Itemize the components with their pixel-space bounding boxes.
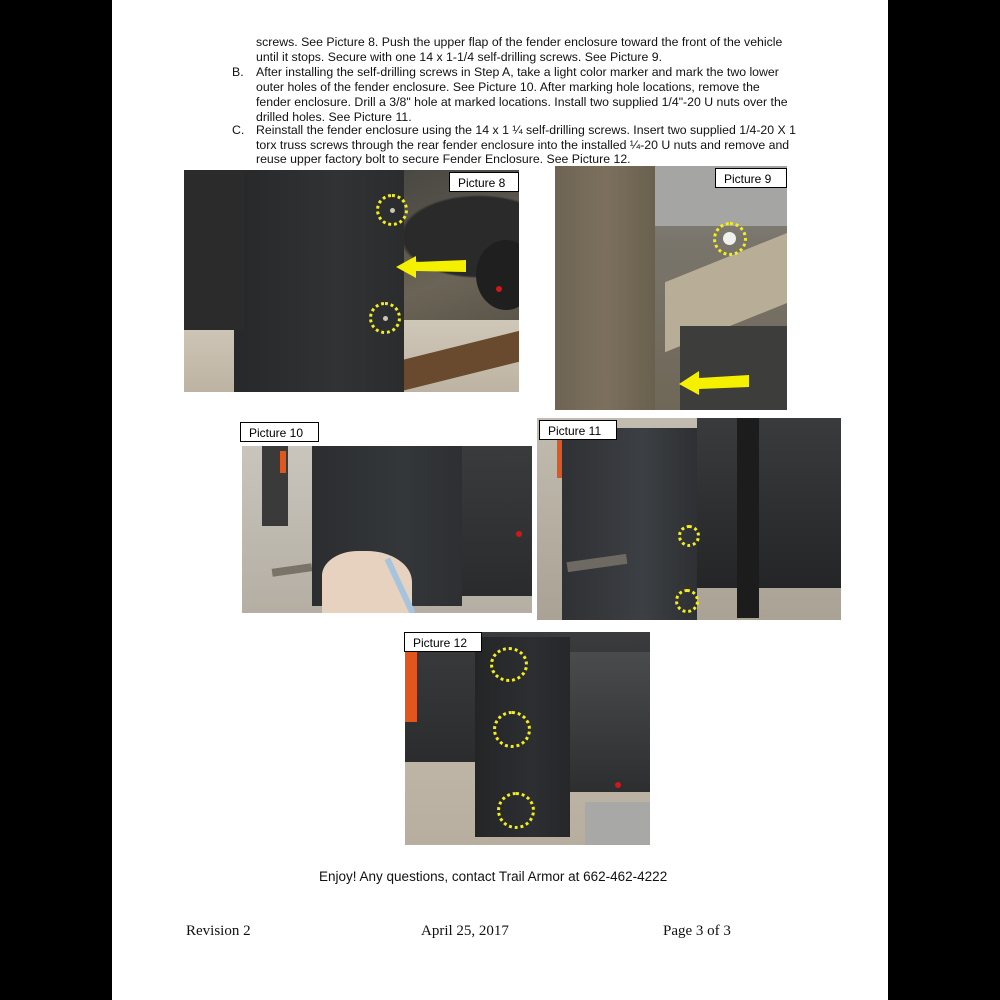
footer-revision: Revision 2 [186,923,251,939]
picture-12-photo [405,632,650,845]
instruction-line: drilled holes. See Picture 11. [256,110,412,124]
picture-8-label: Picture 8 [449,172,519,192]
picture-9-label: Picture 9 [715,168,787,188]
footer-date: April 25, 2017 [421,923,509,939]
instruction-line: outer holes of the fender enclosure. See Picture 10. After marking hole locations, remove the [256,80,760,94]
instruction-line: After installing the self-drilling screws in Step A, take a light color marker and mark the two lower [256,65,779,79]
instruction-line: torx truss screws through the rear fender enclosure into the installed ¼-20 U nuts and remove and [256,138,790,152]
picture-12-label: Picture 12 [404,632,482,652]
arrow-left-icon [679,371,751,395]
instruction-line: until it stops. Secure with one 14 x 1-1/4 self-drilling screws. See Picture 9. [256,50,662,64]
annotation-circle [497,792,535,829]
arrow-left-icon [396,256,468,278]
closing-contact-line: Enjoy! Any questions, contact Trail Armor at 662-462-4222 [319,869,668,884]
picture-10-photo [242,446,532,613]
annotation-circle [678,525,700,547]
footer-page-number: Page 3 of 3 [663,923,731,939]
instruction-line: reuse upper factory bolt to secure Fender Enclosure. See Picture 12. [256,152,631,166]
instruction-line: screws. See Picture 8. Push the upper flap of the fender enclosure toward the front of the vehicle [256,35,783,49]
instruction-line: Reinstall the fender enclosure using the 14 x 1 ¼ self-drilling screws. Insert two supplied 1/4-20 X 1 [256,123,796,137]
picture-10-label: Picture 10 [240,422,319,442]
screw-icon [383,316,388,321]
annotation-circle [490,647,528,682]
step-marker-b: B. [232,65,244,79]
picture-11-photo [537,418,841,620]
picture-11-label: Picture 11 [539,420,617,440]
annotation-circle [493,711,531,748]
picture-8-photo [184,170,519,392]
screw-icon [390,208,395,213]
picture-9-photo [555,166,787,410]
step-marker-c: C. [232,123,245,137]
instruction-line: fender enclosure. Drill a 3/8" hole at marked locations. Install two supplied 1/4"-20 U nuts over the [256,95,788,109]
annotation-circle [675,589,699,613]
